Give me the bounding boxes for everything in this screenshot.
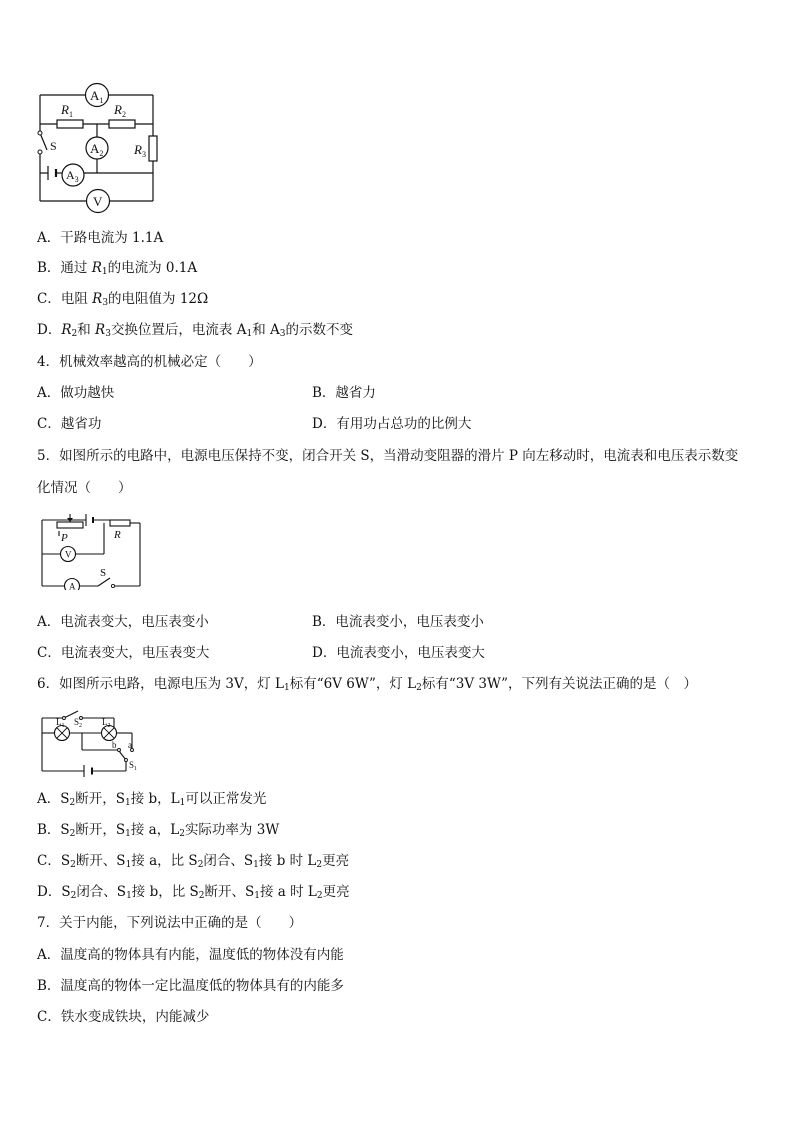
q7-stem: 7．关于内能，下列说法中正确的是（ ） — [37, 915, 303, 931]
label-s: S — [100, 567, 107, 579]
q4-option-c: C．越省功 — [37, 416, 102, 432]
svg-text:R1: $R_1$ — [61, 102, 73, 119]
svg-text:A2: $A_2$ — [90, 141, 104, 158]
svg-text:A1: $A_1$ — [90, 88, 104, 105]
q5-option-b: B．电流表变小，电压表变小 — [312, 614, 484, 630]
label-s: S — [50, 139, 57, 153]
q6-option-b: B．$S_2$断开，$S_1$接 a，$L_2$实际功率为 3W — [37, 822, 280, 839]
q4-stem: 4．机械效率越高的机械必定（ ） — [37, 354, 262, 370]
q6-option-c: C．$S_2$断开、$S_1$接 a，比 $S_2$闭合、$S_1$接 b 时 $L_2$更亮 — [37, 853, 350, 870]
label-v: V — [65, 549, 72, 560]
q7-option-c: C．铁水变成铁块，内能减少 — [37, 1009, 210, 1025]
label-r2: R — [114, 102, 122, 117]
label-r1: R — [61, 102, 69, 117]
q3-option-d: D．$R_2$和 $R_3$交换位置后，电流表 $A_1$和 $A_3$的示数不变 — [37, 322, 353, 339]
label-a: A — [69, 581, 76, 590]
svg-text:L1: $L_1$ — [56, 717, 65, 729]
label-r: R — [114, 529, 121, 541]
circuit-figure-q6 — [36, 708, 146, 778]
label-a1: A — [90, 88, 100, 103]
resistor-r2 — [109, 120, 135, 128]
q3-option-b: B．通过 $R_1$的电流为 0.1A — [37, 260, 198, 277]
rheostat — [57, 522, 83, 528]
q5-option-d: D．电流表变小，电压表变大 — [312, 645, 485, 661]
q5-option-c: C．电流表变大，电压表变大 — [37, 645, 210, 661]
resistor-r3 — [149, 136, 157, 161]
label-s1: S — [129, 760, 135, 770]
label-a2: A — [90, 141, 100, 156]
svg-text:R3: $R_3$ — [134, 142, 146, 159]
q6-stem: 6．如图所示电路，电源电压为 3V，灯 $L_1$标有“6V 6W”，灯 $L_2$标有“3V 3W”，下列有关说法正确的是（ ） — [37, 676, 698, 693]
label-l2: L — [102, 717, 108, 727]
q4-option-d: D．有用功占总功的比例大 — [312, 416, 472, 432]
label-b: b — [112, 740, 117, 750]
q4-option-b: B．越省力 — [312, 385, 376, 401]
q3-option-a: A．干路电流为 1.1A — [37, 230, 164, 246]
svg-text:R2: $R_2$ — [114, 102, 126, 119]
circuit-figure-q5 — [36, 510, 148, 590]
label-a3: A — [66, 168, 75, 182]
circuit-figure-q3 — [30, 80, 165, 217]
label-l1: L — [56, 717, 62, 727]
svg-text:L2: $L_2$ — [102, 717, 111, 729]
q6-option-a: A．$S_2$断开，$S_1$接 b，$L_1$可以正常发光 — [37, 791, 267, 808]
resistor-r1 — [57, 120, 83, 128]
q6-option-d: D．$S_2$闭合、$S_1$接 b，比 $S_2$断开、$S_1$接 a 时 $L_2$更亮 — [37, 884, 350, 901]
q5-stem-line1: 5．如图所示的电路中，电源电压保持不变，闭合开关 S，当滑动变阻器的滑片 P 向左移动时，电流表和电压表示数变 — [37, 448, 739, 464]
svg-text:A3: $A_3$ — [66, 168, 79, 184]
q4-option-a: A．做功越快 — [37, 385, 115, 401]
svg-text:S1: $S_1$ — [129, 760, 138, 772]
label-v: V — [93, 194, 103, 209]
svg-text:S2: $S_2$ — [74, 717, 83, 729]
label-r3: R — [134, 142, 142, 157]
q7-option-b: B．温度高的物体一定比温度低的物体具有的内能多 — [37, 978, 344, 994]
q5-stem-line2: 化情况（ ） — [37, 480, 132, 496]
label-s2: S — [74, 717, 80, 727]
q7-option-a: A．温度高的物体具有内能，温度低的物体没有内能 — [37, 947, 344, 963]
q5-option-a: A．电流表变大，电压表变小 — [37, 614, 209, 630]
label-a: a — [128, 740, 132, 750]
q3-option-c: C．电阻 $R_3$的电阻值为 12Ω — [37, 291, 209, 308]
resistor-r — [110, 520, 130, 526]
label-p: P — [61, 532, 68, 544]
